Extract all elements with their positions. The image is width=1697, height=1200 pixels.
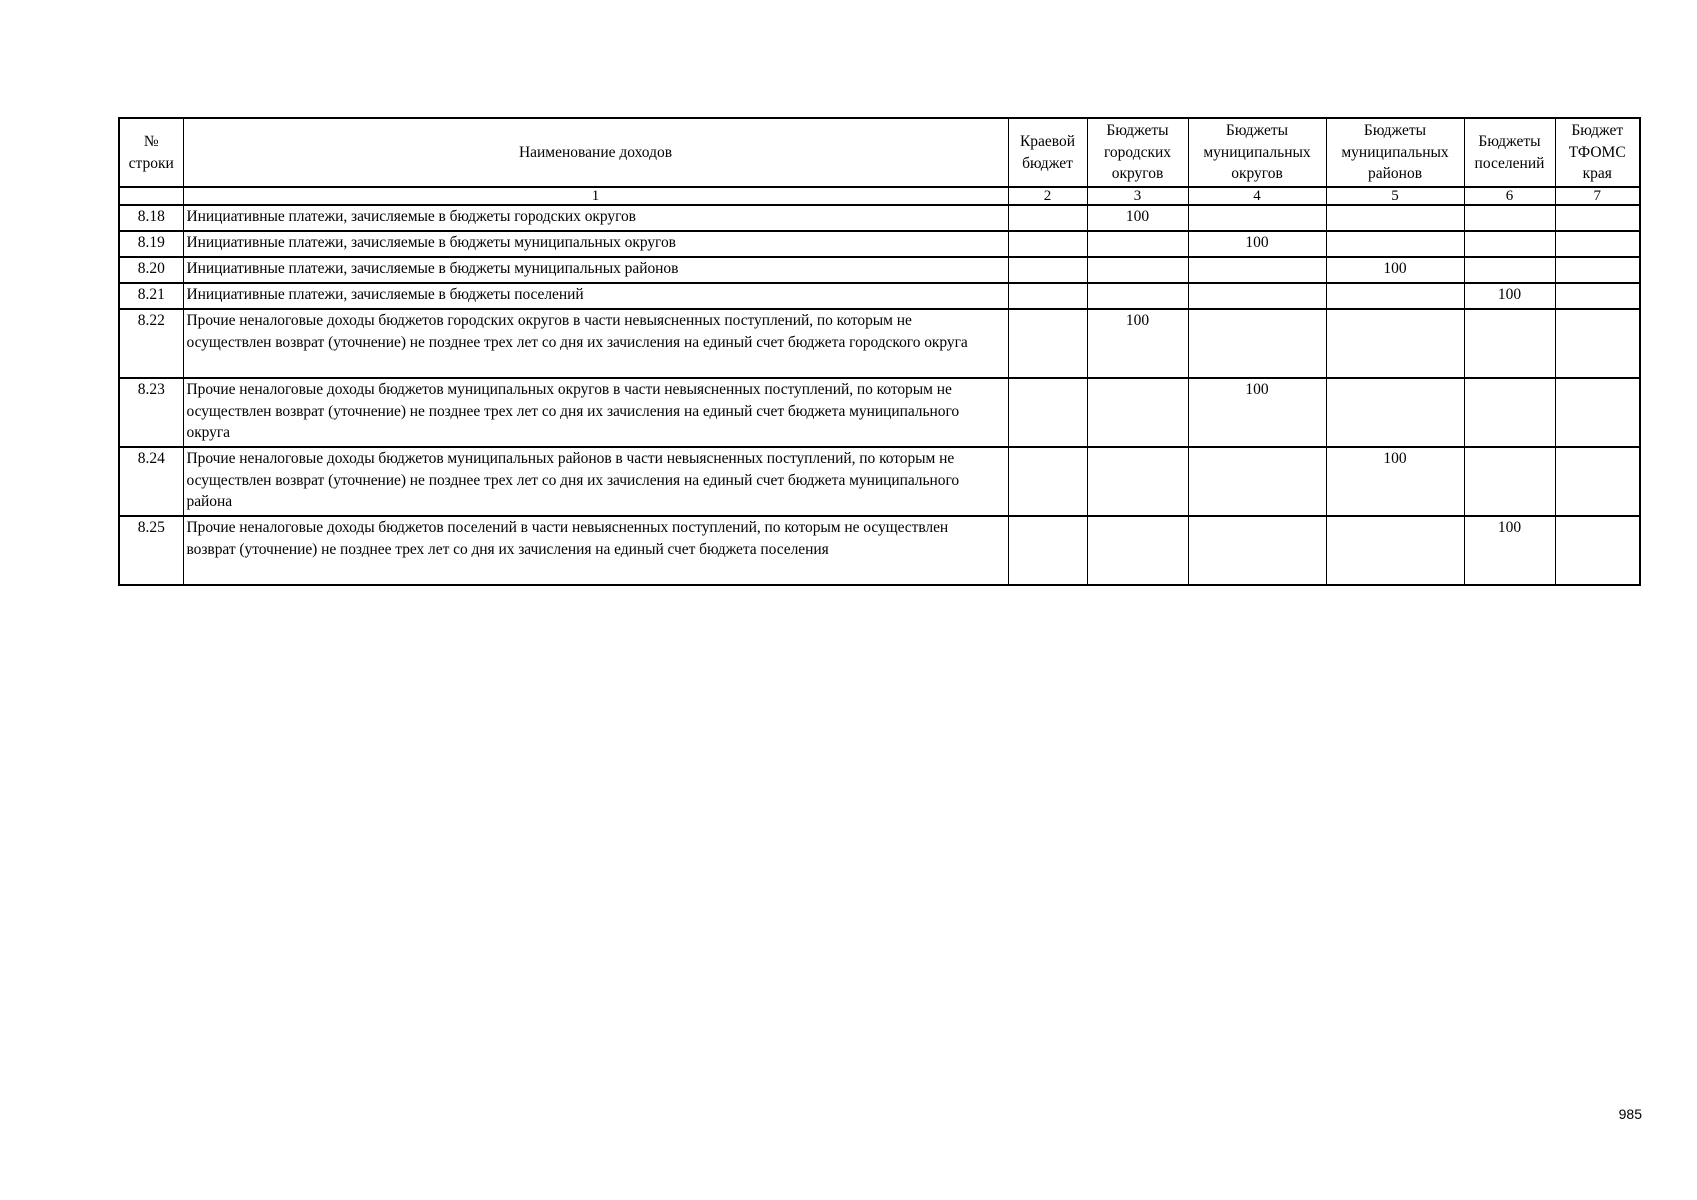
settlement-value [1464,447,1555,516]
tfoms-value [1555,205,1640,231]
income-name: Прочие неналоговые доходы бюджетов городских округов в части невыясненных поступлений, по которым не осуществлен возврат (уточнение) не позднее трех лет со дня их зачисления на единый счет бюджета городского округа [183,309,1008,378]
city-district-value [1087,257,1188,283]
municipal-district-value [1188,205,1326,231]
header-settlement-budgets: Бюджеты поселений [1464,118,1555,187]
income-name: Инициативные платежи, зачисляемые в бюджеты городских округов [183,205,1008,231]
column-number: 6 [1464,187,1555,205]
tfoms-value [1555,378,1640,447]
municipal-district-value [1188,516,1326,585]
header-tfoms-budget: Бюджет ТФОМС края [1555,118,1640,187]
column-number: 7 [1555,187,1640,205]
regional-value [1008,516,1087,585]
regional-value [1008,257,1087,283]
regional-value [1008,283,1087,309]
regional-value [1008,205,1087,231]
settlement-value [1464,231,1555,257]
municipal-district-value [1188,257,1326,283]
regional-value [1008,309,1087,378]
table-row [119,378,1640,447]
settlement-value: 100 [1464,283,1555,309]
row-number: 8.21 [119,283,183,309]
column-number: 4 [1188,187,1326,205]
row-number: 8.18 [119,205,183,231]
column-number-row [119,187,1640,205]
regional-value [1008,447,1087,516]
settlement-value: 100 [1464,516,1555,585]
municipal-region-value [1326,231,1464,257]
column-number: 1 [183,187,1008,205]
column-number: 5 [1326,187,1464,205]
regional-value [1008,231,1087,257]
municipal-district-value [1188,283,1326,309]
tfoms-value [1555,447,1640,516]
city-district-value [1087,231,1188,257]
city-district-value [1087,516,1188,585]
table-row [119,516,1640,585]
table-row [119,309,1640,378]
municipal-region-value [1326,309,1464,378]
row-number: 8.22 [119,309,183,378]
income-name: Инициативные платежи, зачисляемые в бюджеты поселений [183,283,1008,309]
municipal-region-value: 100 [1326,447,1464,516]
municipal-region-value [1326,378,1464,447]
municipal-region-value [1326,283,1464,309]
municipal-region-value [1326,516,1464,585]
settlement-value [1464,205,1555,231]
settlement-value [1464,309,1555,378]
municipal-district-value [1188,309,1326,378]
tfoms-value [1555,231,1640,257]
row-number: 8.23 [119,378,183,447]
header-regional-budget: Краевой бюджет [1008,118,1087,187]
table-row [119,231,1640,257]
city-district-value: 100 [1087,309,1188,378]
row-number: 8.20 [119,257,183,283]
table-row [119,257,1640,283]
municipal-district-value: 100 [1188,231,1326,257]
page-number: 985 [1618,1106,1642,1122]
income-name: Прочие неналоговые доходы бюджетов муниципальных районов в части невыясненных поступлений, по которым не осуществлен возврат (уточнение) не позднее трех лет со дня их зачисления на единый счет бюджета муниципального района [183,447,1008,516]
income-name: Инициативные платежи, зачисляемые в бюджеты муниципальных округов [183,231,1008,257]
header-city-district-budgets: Бюджеты городских округов [1087,118,1188,187]
column-number: 2 [1008,187,1087,205]
table-row [119,447,1640,516]
municipal-region-value [1326,205,1464,231]
regional-value [1008,378,1087,447]
table-header-row [119,118,1640,187]
municipal-region-value: 100 [1326,257,1464,283]
city-district-value [1087,283,1188,309]
municipal-district-value: 100 [1188,378,1326,447]
header-row-number: № строки [119,118,183,187]
tfoms-value [1555,309,1640,378]
city-district-value [1087,447,1188,516]
income-distribution-table [118,117,1641,586]
settlement-value [1464,257,1555,283]
income-name: Прочие неналоговые доходы бюджетов поселений в части невыясненных поступлений, по которым не осуществлен возврат (уточнение) не позднее трех лет со дня их зачисления на единый счет бюджета поселения [183,516,1008,585]
municipal-district-value [1188,447,1326,516]
tfoms-value [1555,283,1640,309]
tfoms-value [1555,257,1640,283]
city-district-value: 100 [1087,205,1188,231]
tfoms-value [1555,516,1640,585]
table-row [119,283,1640,309]
row-number: 8.24 [119,447,183,516]
column-number [119,187,183,205]
header-income-name: Наименование доходов [183,118,1008,187]
income-name: Инициативные платежи, зачисляемые в бюджеты муниципальных районов [183,257,1008,283]
settlement-value [1464,378,1555,447]
header-municipal-region-budgets: Бюджеты муниципальных районов [1326,118,1464,187]
table-row [119,205,1640,231]
row-number: 8.19 [119,231,183,257]
row-number: 8.25 [119,516,183,585]
income-name: Прочие неналоговые доходы бюджетов муниципальных округов в части невыясненных поступлений, по которым не осуществлен возврат (уточнение) не позднее трех лет со дня их зачисления на единый счет бюджета муниципального округа [183,378,1008,447]
header-municipal-district-budgets: Бюджеты муниципальных округов [1188,118,1326,187]
city-district-value [1087,378,1188,447]
column-number: 3 [1087,187,1188,205]
